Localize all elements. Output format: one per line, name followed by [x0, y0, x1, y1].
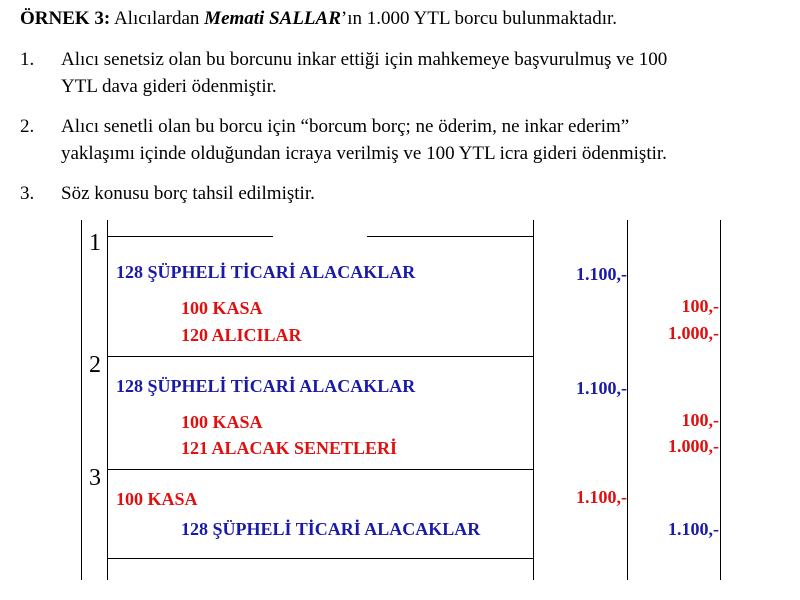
example-label: ÖRNEK 3: [20, 8, 111, 29]
entry-number-2: 2 [89, 352, 101, 378]
item-number-3: 3. [20, 183, 35, 204]
item-2-line-2: yaklaşımı içinde olduğundan icraya verilmiş ve 100 YTL icra gideri ödenmiştir. [61, 143, 667, 164]
entry-3-credit-amount-1: 1.100,- [668, 519, 719, 539]
example-text-1: Alıcılardan [110, 8, 205, 29]
entry-separator-1-2 [107, 356, 533, 357]
journal-entry-column-line [107, 220, 108, 580]
example-text-2: ’ın 1.000 YTL borcu bulunmaktadır. [340, 8, 618, 29]
item-2-line-1: Alıcı senetli olan bu borcu için “borcum borç; ne öderim, ne inkar ederim” [61, 116, 630, 137]
entry-2-credit-account-2: 121 ALACAK SENETLERİ [181, 438, 398, 458]
entry-3-debit-amount: 1.100,- [576, 487, 627, 507]
entry-2-debit-amount: 1.100,- [576, 378, 627, 398]
customer-name: Memati SALLAR [204, 8, 341, 29]
item-number-1: 1. [20, 49, 35, 70]
entry-1-credit-account-1: 100 KASA [181, 298, 263, 318]
entry-1-credit-amount-2: 1.000,- [668, 323, 719, 343]
item-number-2: 2. [20, 116, 35, 137]
entry-number-3: 3 [89, 465, 101, 491]
entry-2-credit-account-1: 100 KASA [181, 412, 263, 432]
entry-2-credit-amount-2: 1.000,- [668, 436, 719, 456]
journal-left-border [81, 220, 82, 580]
item-1-line-2: YTL dava gideri ödenmiştir. [61, 76, 277, 97]
example-title [20, 6, 617, 32]
entry-2-credit-amount-1: 100,- [681, 410, 719, 430]
entry-separator-2-3 [107, 469, 533, 470]
item-1-line-1: Alıcı senetsiz olan bu borcunu inkar ettiği için mahkemeye başvurulmuş ve 100 [61, 49, 668, 70]
item-3-line-1: Söz konusu borç tahsil edilmiştir. [61, 183, 315, 204]
entry-1-credit-amount-1: 100,- [681, 296, 719, 316]
entry-2-debit-account: 128 ŞÜPHELİ TİCARİ ALACAKLAR [116, 376, 416, 396]
journal-credit-column-line [627, 220, 628, 580]
entry-3-debit-account: 100 KASA [116, 489, 198, 509]
entry-1-debit-amount: 1.100,- [576, 264, 627, 284]
entry-3-bottom-rule [107, 558, 533, 559]
entry-1-top-rule-left [107, 236, 273, 237]
entry-3-credit-account-1: 128 ŞÜPHELİ TİCARİ ALACAKLAR [181, 519, 481, 539]
journal-debit-column-line [533, 220, 534, 580]
entry-1-debit-account: 128 ŞÜPHELİ TİCARİ ALACAKLAR [116, 262, 416, 282]
entry-1-top-rule-right [367, 236, 533, 237]
journal-right-border [720, 220, 721, 580]
entry-number-1: 1 [89, 230, 101, 256]
entry-1-credit-account-2: 120 ALICILAR [181, 325, 302, 345]
